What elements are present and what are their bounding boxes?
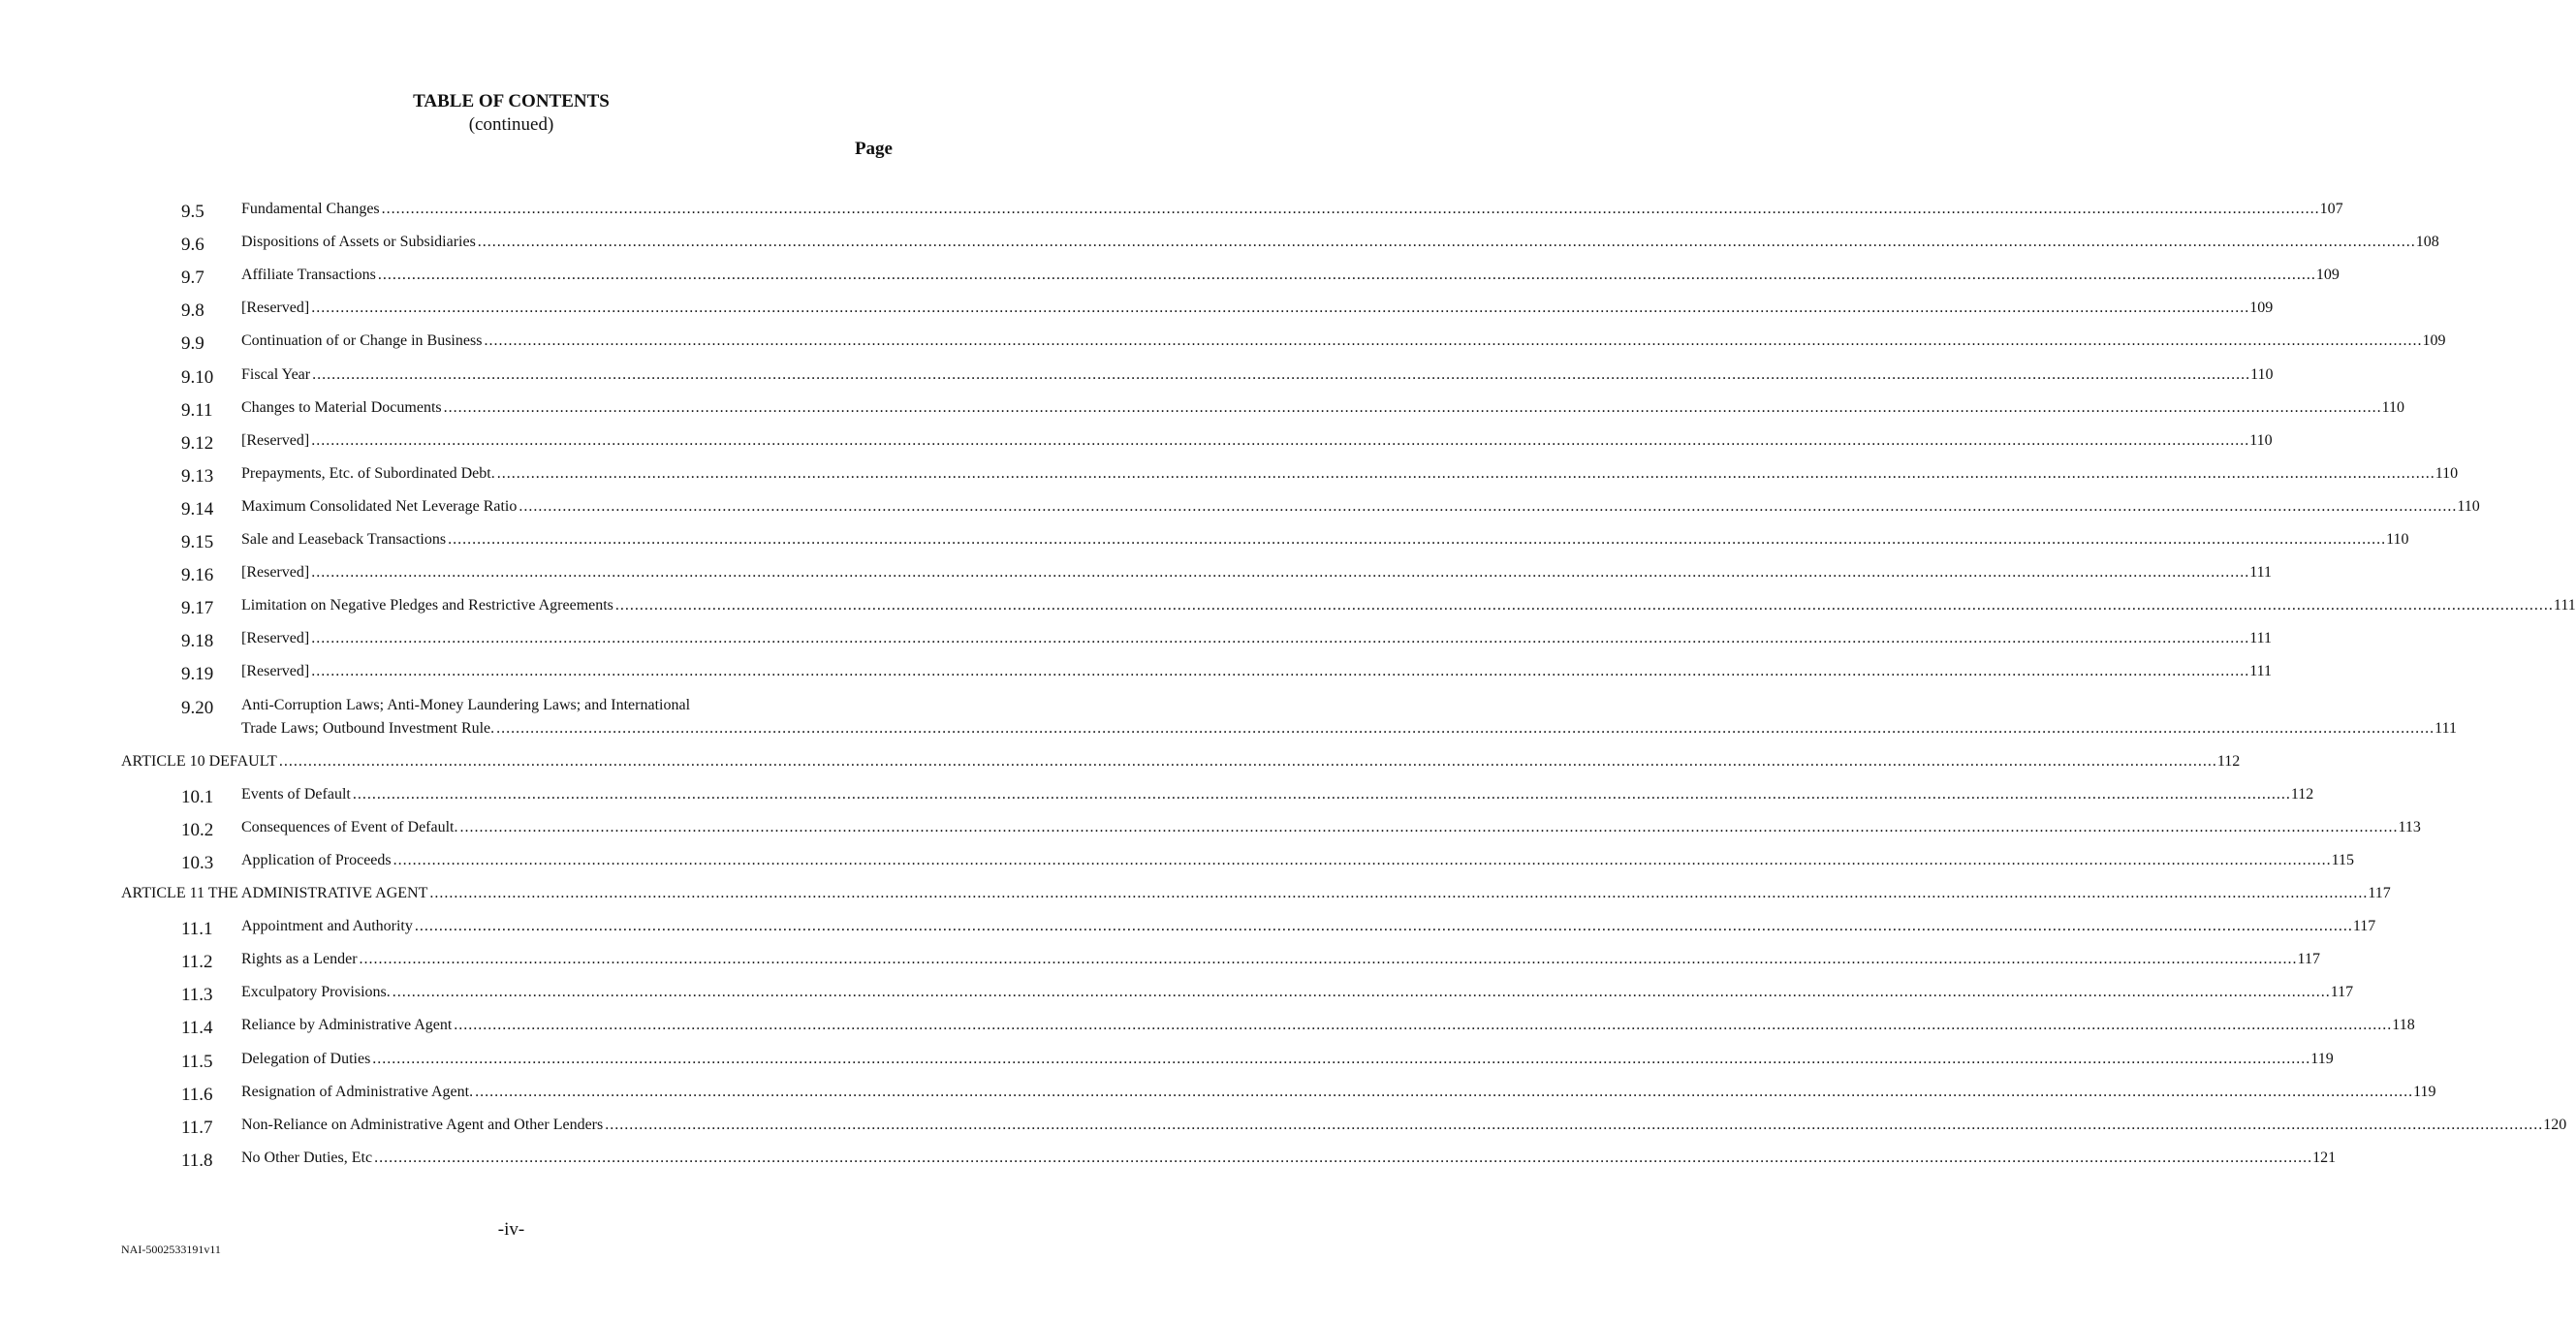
toc-entry-title: No Other Duties, Etc [241, 1149, 373, 1166]
toc-entry-title: Changes to Material Documents [241, 398, 442, 416]
section-number-text: 10.2 [181, 819, 214, 840]
toc-entry[interactable] [241, 267, 2340, 290]
toc-dot-leader: ................................................................................................................................................................................................................................................................................................................................................................................................................ [475, 1083, 2414, 1100]
toc-entry-title: Events of Default [241, 785, 351, 803]
toc-entry[interactable] [241, 818, 2421, 842]
toc-entry[interactable] [241, 398, 2405, 423]
section-number-text: 9.11 [181, 399, 213, 421]
toc-entry[interactable] [241, 984, 2354, 1007]
toc-dot-leader: ................................................................................................................................................................................................................................................................................................................................................................................................................ [429, 885, 2369, 901]
toc-dot-leader: ................................................................................................................................................................................................................................................................................................................................................................................................................ [393, 851, 2332, 868]
toc-page-number: 112 [2290, 785, 2314, 803]
toc-page-number: 110 [2250, 365, 2274, 383]
toc-dot-leader: ................................................................................................................................................................................................................................................................................................................................................................................................................ [443, 398, 2382, 416]
toc-dot-leader: ................................................................................................................................................................................................................................................................................................................................................................................................................ [311, 663, 2250, 680]
section-number-text: 9.8 [181, 300, 204, 322]
toc-entry-title: Anti-Corruption Laws; Anti-Money Laundering Laws; and International [241, 696, 691, 713]
toc-dot-leader: ................................................................................................................................................................................................................................................................................................................................................................................................................ [496, 464, 2435, 482]
toc-entry[interactable] [241, 464, 2459, 488]
document-id: NAI-5002533191v11 [121, 1243, 221, 1256]
toc-entry-title: Sale and Leaseback Transactions [241, 531, 447, 548]
toc-dot-leader: ................................................................................................................................................................................................................................................................................................................................................................................................................ [381, 201, 2320, 217]
toc-page-number: 108 [2415, 234, 2439, 251]
toc-entry[interactable] [241, 332, 2446, 356]
toc-entry-title: Non-Reliance on Administrative Agent and Other Lenders [241, 1116, 604, 1133]
toc-entry-title: Rights as a Lender [241, 951, 358, 968]
section-number-text: 9.5 [181, 202, 204, 222]
toc-dot-leader: ................................................................................................................................................................................................................................................................................................................................................................................................................ [414, 918, 2353, 935]
toc-entry-title: Limitation on Negative Pledges and Restrictive Agreements [241, 597, 613, 614]
toc-entry-title: Exculpatory Provisions. [241, 984, 391, 1001]
section-number-text: 11.4 [181, 1018, 213, 1039]
toc-entry-title: ARTICLE 11 THE ADMINISTRATIVE AGENT [121, 885, 428, 901]
section-number-text: 9.13 [181, 465, 214, 487]
section-number-text: 9.9 [181, 333, 204, 355]
toc-dot-leader: ................................................................................................................................................................................................................................................................................................................................................................................................................ [359, 951, 2298, 968]
toc-page-number: 120 [2543, 1116, 2567, 1133]
toc-entry-title: Maximum Consolidated Net Leverage Ratio [241, 497, 518, 515]
section-number-text: 9.19 [181, 664, 214, 685]
toc-page-number: 109 [2422, 332, 2446, 350]
toc-entry-title: [Reserved] [241, 630, 310, 647]
toc-entry-title: Resignation of Administrative Agent. [241, 1083, 474, 1100]
toc-dot-leader: ................................................................................................................................................................................................................................................................................................................................................................................................................ [311, 431, 2250, 449]
toc-entry-title: ARTICLE 10 DEFAULT [121, 752, 277, 770]
section-number-text: 9.15 [181, 532, 214, 552]
toc-dot-leader: ................................................................................................................................................................................................................................................................................................................................................................................................................ [392, 984, 2331, 1001]
toc-entry[interactable] [241, 851, 2355, 875]
toc-entry[interactable] [241, 918, 2376, 941]
toc-entry[interactable] [241, 1050, 2334, 1074]
toc-title: TABLE OF CONTENTS [413, 91, 610, 111]
page-column-label: Page [854, 139, 893, 159]
footer-page-number: -iv- [497, 1219, 525, 1240]
toc-page-number: 112 [2216, 752, 2241, 770]
toc-page-number: 110 [2381, 398, 2405, 416]
toc-entry[interactable] [241, 299, 2274, 323]
toc-entry-title: Prepayments, Etc. of Subordinated Debt. [241, 464, 495, 482]
toc-entry-title: Fiscal Year [241, 365, 311, 383]
toc-entry-title: Reliance by Administrative Agent [241, 1017, 453, 1034]
toc-entry[interactable] [241, 234, 2439, 257]
toc-entry[interactable] [241, 365, 2274, 390]
toc-page-number: 109 [2315, 267, 2340, 284]
toc-entry[interactable] [241, 597, 2576, 620]
toc-page-number: 111 [2249, 630, 2272, 647]
toc-page-number: 119 [2413, 1083, 2436, 1100]
toc-entry[interactable] [241, 531, 2409, 554]
section-number-text: 11.7 [181, 1117, 213, 1138]
toc-entry-title: Affiliate Transactions [241, 267, 376, 284]
toc-page-number: 111 [2249, 564, 2272, 582]
toc-dot-leader: ................................................................................................................................................................................................................................................................................................................................................................................................................ [374, 1149, 2313, 1166]
section-number-text: 9.17 [181, 598, 214, 619]
toc-dot-leader: ................................................................................................................................................................................................................................................................................................................................................................................................................ [448, 531, 2387, 548]
section-number-text: 10.3 [181, 852, 214, 873]
section-number-text: 9.6 [181, 235, 204, 256]
toc-page-number: 110 [2249, 431, 2273, 449]
toc-entry-title: Consequences of Event of Default. [241, 818, 458, 835]
toc-article-heading[interactable] [121, 885, 2391, 908]
toc-dot-leader: ................................................................................................................................................................................................................................................................................................................................................................................................................ [454, 1017, 2393, 1034]
toc-page-number: 107 [2319, 201, 2343, 217]
section-number-text: 11.2 [181, 952, 213, 973]
toc-page-number: 119 [2310, 1050, 2334, 1067]
toc-page-number: 111 [2249, 663, 2272, 680]
toc-page-number: 113 [2398, 818, 2421, 835]
toc-entry[interactable] [241, 497, 2480, 521]
toc-subtitle: (continued) [468, 114, 554, 135]
toc-dot-leader: ................................................................................................................................................................................................................................................................................................................................................................................................................ [614, 597, 2554, 614]
toc-entry-title: Application of Proceeds [241, 851, 392, 868]
toc-entry[interactable] [241, 564, 2272, 587]
toc-dot-leader: ................................................................................................................................................................................................................................................................................................................................................................................................................ [372, 1050, 2311, 1067]
toc-entry-title: Trade Laws; Outbound Investment Rule. [241, 719, 495, 737]
section-number-text: 9.7 [181, 268, 204, 289]
toc-dot-leader: ................................................................................................................................................................................................................................................................................................................................................................................................................ [311, 299, 2250, 317]
toc-entry[interactable] [241, 663, 2272, 686]
section-number-text: 11.8 [181, 1150, 213, 1171]
toc-entry-title: Appointment and Authority [241, 918, 413, 935]
toc-page-number: 118 [2392, 1017, 2415, 1034]
toc-page-number: 117 [2330, 984, 2354, 1001]
toc-dot-leader: ................................................................................................................................................................................................................................................................................................................................................................................................................ [605, 1116, 2544, 1133]
toc-entry-title: [Reserved] [241, 663, 310, 680]
toc-page-number: 109 [2249, 299, 2274, 317]
toc-entry[interactable] [241, 1149, 2337, 1173]
toc-dot-leader: ................................................................................................................................................................................................................................................................................................................................................................................................................ [311, 564, 2250, 582]
toc-page-number: 115 [2331, 851, 2355, 868]
toc-entry-title: Delegation of Duties [241, 1050, 371, 1067]
toc-page-number: 110 [2435, 464, 2459, 482]
section-number-text: 9.14 [181, 498, 214, 520]
section-number-text: 9.20 [181, 697, 214, 718]
toc-entry[interactable] [241, 1083, 2436, 1107]
section-number-text: 9.10 [181, 366, 214, 388]
toc-entry[interactable] [241, 201, 2343, 224]
section-number-text: 10.1 [181, 786, 214, 807]
toc-entry-title: [Reserved] [241, 431, 310, 449]
toc-entry-continuation[interactable] [241, 719, 2457, 743]
section-number-text: 11.5 [181, 1051, 213, 1072]
toc-page-number: 121 [2312, 1149, 2337, 1166]
toc-page-number: 111 [2435, 719, 2457, 737]
toc-page-number: 117 [2297, 951, 2320, 968]
toc-page-number: 110 [2386, 531, 2409, 548]
toc-dot-leader: ................................................................................................................................................................................................................................................................................................................................................................................................................ [312, 365, 2251, 383]
toc-dot-leader: ................................................................................................................................................................................................................................................................................................................................................................................................................ [377, 267, 2316, 284]
toc-entry[interactable] [241, 1116, 2567, 1140]
toc-entry-title: Continuation of or Change in Business [241, 332, 483, 350]
toc-page-number: 117 [2368, 885, 2391, 901]
section-number-text: 11.3 [181, 985, 213, 1006]
section-number-text: 9.16 [181, 565, 214, 586]
section-number-text: 11.6 [181, 1084, 213, 1105]
toc-dot-leader: ................................................................................................................................................................................................................................................................................................................................................................................................................ [311, 630, 2250, 647]
section-number-text: 9.12 [181, 432, 214, 454]
toc-page-number: 110 [2457, 497, 2480, 515]
toc-entry[interactable] [241, 431, 2273, 456]
section-number-text: 9.18 [181, 631, 214, 652]
toc-page-number: 111 [2553, 597, 2576, 614]
section-number-text: 11.1 [181, 919, 213, 940]
toc-dot-leader: ................................................................................................................................................................................................................................................................................................................................................................................................................ [278, 752, 2217, 770]
toc-article-heading[interactable] [121, 752, 2241, 776]
toc-entry-title: [Reserved] [241, 299, 310, 317]
toc-dot-leader: ................................................................................................................................................................................................................................................................................................................................................................................................................ [484, 332, 2423, 350]
toc-entry[interactable] [241, 951, 2320, 974]
toc-dot-leader: ................................................................................................................................................................................................................................................................................................................................................................................................................ [459, 818, 2399, 835]
toc-entry[interactable] [241, 630, 2272, 653]
toc-entry[interactable] [241, 785, 2314, 809]
toc-entry-title: [Reserved] [241, 564, 310, 582]
toc-entry[interactable] [241, 1017, 2415, 1040]
toc-dot-leader: ................................................................................................................................................................................................................................................................................................................................................................................................................ [518, 497, 2458, 515]
toc-dot-leader: ................................................................................................................................................................................................................................................................................................................................................................................................................ [352, 785, 2291, 803]
toc-page-number: 117 [2352, 918, 2376, 935]
toc-dot-leader: ................................................................................................................................................................................................................................................................................................................................................................................................................ [496, 719, 2435, 737]
toc-entry-title: Dispositions of Assets or Subsidiaries [241, 234, 476, 251]
toc-entry-title: Fundamental Changes [241, 201, 380, 217]
toc-entry[interactable] [241, 697, 896, 720]
toc-dot-leader: ................................................................................................................................................................................................................................................................................................................................................................................................................ [477, 234, 2416, 251]
